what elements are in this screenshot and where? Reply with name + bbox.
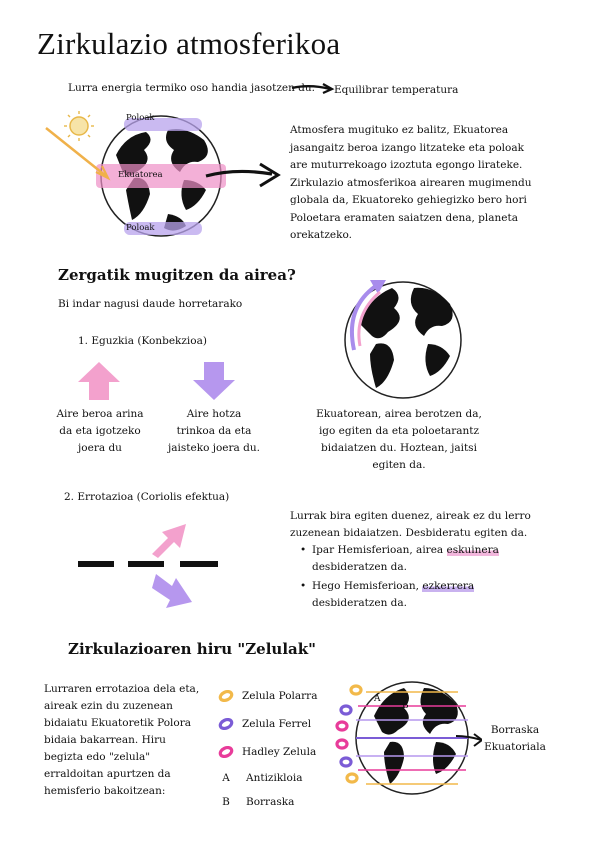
intro-arrow [290, 80, 336, 96]
sun-icon [64, 111, 94, 141]
deflect-up-arrow-icon [152, 524, 186, 558]
convection-globe [330, 274, 466, 400]
deflect-down-arrow-icon [152, 574, 192, 608]
legend-polar: Zelula Polarra [218, 682, 338, 710]
deflection-list [300, 542, 540, 612]
up-arrow-icon [76, 360, 122, 402]
globe-diagram [36, 110, 296, 240]
force2-label: 2. Errotazioa (Coriolis efektua) [64, 491, 230, 503]
cells-globe [332, 676, 482, 802]
highlight-left: ezkerrera [422, 580, 475, 592]
globe1-label-middle: Ekuatorea [118, 170, 163, 180]
legend-anticyclone: A Antizikloia [222, 771, 303, 784]
convection-globe-caption: Ekuatorean, airea berotzen da, igo egiten da eta poloetarantz bidaiatzen du. Hoztean, jaitsi egiten da. [316, 408, 482, 471]
section3-paragraph: Lurraren errotazioa dela eta, aireak ezin du zuzenean bidaiatu Ekuatoretik Polora bidaia bakarrean. Hiru begizta edo "zelula" erraldoitan apurtzen da hemisferio bakoitzean: [44, 683, 200, 797]
pink-loop-icon [218, 746, 234, 758]
section2-intro: Bi indar nagusi daude horretarako [58, 298, 243, 310]
rotation-text: Lurrak bira egiten duenez, aireak ez du lerro zuzenean bidaiatzen. Desbideratu egiten da. [290, 510, 531, 539]
legend-ferrel: Zelula Ferrel [218, 710, 338, 738]
force1-label: 1. Eguzkia (Konbekzioa) [78, 335, 207, 347]
intro-result: Equilibrar temperatura [334, 84, 459, 96]
purple-loop-icon [218, 718, 234, 730]
legend-hadley: Hadley Zelula [218, 738, 338, 766]
cells-legend [218, 682, 338, 814]
paragraph-1: Atmosfera mugituko ez balitz, Ekuatorea jasangaitz beroa izango litzateke eta poloak are muturrekoago izoztuta egongo lirateke. Zirkulazio atmosferikoa airearen mugimendu globala da, Ekuatoreko gehiegizko bero hori Poloetara eramaten saiatzen dena, planeta orekatzeko. [290, 124, 532, 241]
section3-heading: Zirkulazioaren hiru "Zelulak" [68, 640, 316, 658]
globe1-label-bottom: Poloak [126, 223, 155, 233]
globe3-label-b: B [402, 701, 409, 711]
deflection-north: • Ipar Hemisferioan, airea eskuinera desbideratzen da. [300, 542, 540, 576]
deflection-south: • Hego Hemisferioan, ezkerrera desbideratzen da. [300, 578, 540, 612]
cold-air-caption: Aire hotza trinkoa da eta jaisteko joera du. [168, 408, 260, 454]
intro-sentence: Lurra energia termiko oso handia jasotzen du. [68, 82, 315, 94]
globe3-label-a: A [374, 694, 381, 704]
equatorial-low-label: Borraska Ekuatoriala [484, 724, 546, 753]
section2-heading: Zergatik mugitzen da airea? [58, 266, 296, 284]
legend-low-pressure: B Borraska [222, 795, 295, 808]
coriolis-diagram [76, 516, 226, 616]
down-arrow-icon [191, 360, 237, 402]
orange-loop-icon [218, 690, 234, 702]
highlight-right: eskuinera [446, 544, 499, 556]
globe1-label-top: Poloak [126, 113, 155, 123]
page-title: Zirkulazio atmosferikoa [37, 26, 341, 61]
warm-air-caption: Aire beroa arina da eta igotzeko joera du [56, 408, 144, 454]
